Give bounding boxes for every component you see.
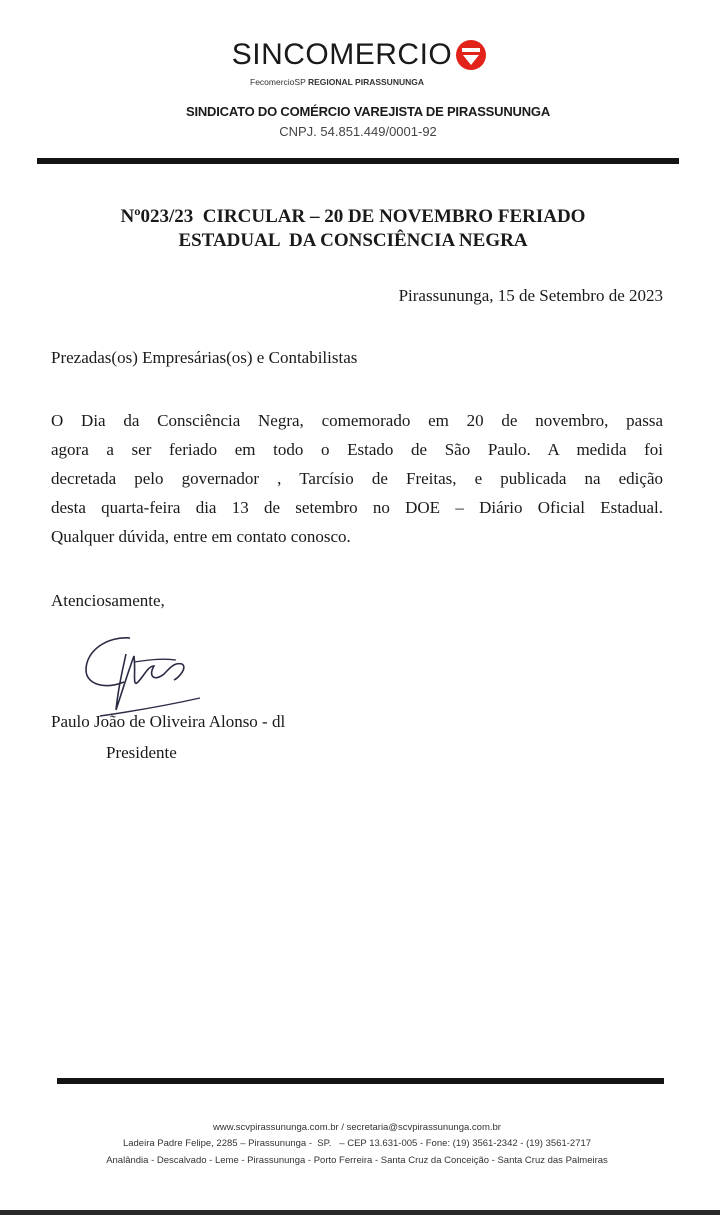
logo-text: SINCOMERCIO: [231, 38, 453, 71]
header-divider: [37, 158, 679, 164]
sincomercio-logo-icon: [454, 38, 488, 72]
logo: [0, 38, 720, 78]
logo-subtitle: [250, 77, 424, 87]
title-line-2: ESTADUAL DA CONSCIÊNCIA NEGRA: [178, 230, 528, 251]
signer-name: Paulo João de Oliveira Alonso - dl: [51, 712, 286, 731]
body-line-2: agora a ser feriado em todo o Estado de São Paulo. A medida foi: [51, 440, 663, 459]
organization-name: SINDICATO DO COMÉRCIO VAREJISTA DE PIRASSUNUNGA: [185, 104, 551, 119]
body-line-3: decretada pelo governador , Tarcísio de Freitas, e publicada na edição: [51, 469, 663, 488]
footer-address: Ladeira Padre Felipe, 2285 – Pirassununga - SP. – CEP 13.631-005 - Fone: (19) 3561-2342 - (19) 3561-2717: [122, 1138, 592, 1149]
closing: Atenciosamente,: [51, 591, 165, 610]
body-line-5: Qualquer dúvida, entre em contato conosco.: [51, 527, 351, 546]
body-line-1: O Dia da Consciência Negra, comemorado em 20 de novembro, passa: [51, 411, 663, 430]
cnpj: CNPJ. 54.851.449/0001-92: [279, 124, 437, 139]
document-title: [0, 205, 706, 253]
footer-divider: [57, 1078, 664, 1084]
page-bottom-edge: [0, 1210, 720, 1215]
logo-sub-prefix: FecomercioSP: [250, 77, 306, 87]
footer-cities: Analândia - Descalvado - Leme - Pirassununga - Porto Ferreira - Santa Cruz da Conceição - Santa Cruz das Palmeiras: [106, 1155, 608, 1166]
body-paragraph: [51, 406, 663, 551]
title-line-1: Nº023/23 CIRCULAR – 20 DE NOVEMBRO FERIADO: [120, 206, 586, 227]
greeting: Prezadas(os) Empresárias(os) e Contabilistas: [51, 348, 358, 367]
signer-role: Presidente: [106, 743, 177, 762]
document-date: Pirassununga, 15 de Setembro de 2023: [398, 286, 663, 305]
body-line-4: desta quarta-feira dia 13 de setembro no DOE – Diário Oficial Estadual.: [51, 498, 663, 517]
footer-contact: www.scvpirassununga.com.br / secretaria@scvpirassununga.com.br: [213, 1122, 501, 1133]
logo-sub-bold: REGIONAL PIRASSUNUNGA: [307, 77, 424, 87]
signature-image: [78, 632, 208, 724]
